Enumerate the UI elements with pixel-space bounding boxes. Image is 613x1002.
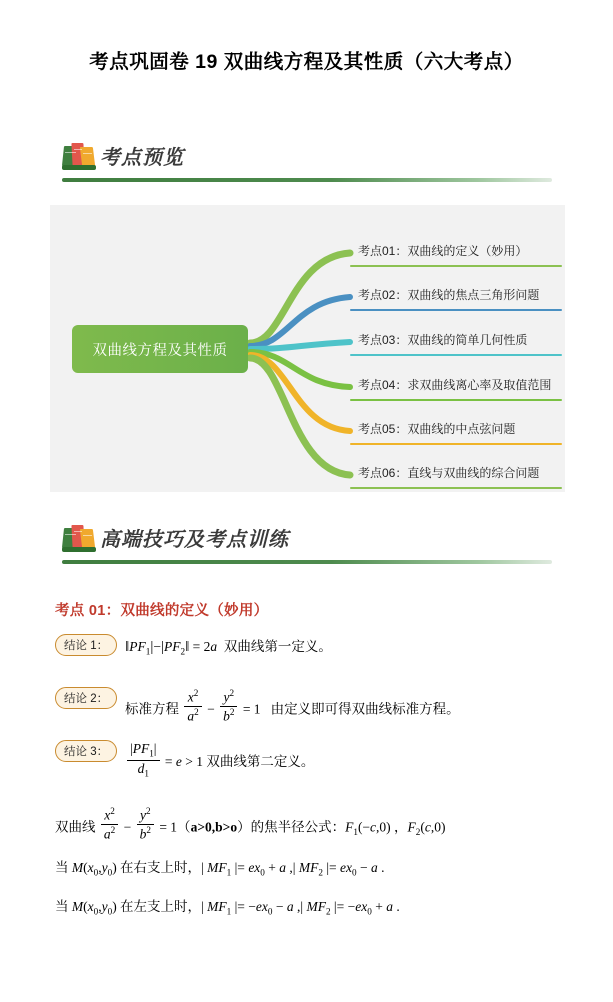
kaodian-title: 考点 01：双曲线的定义（妙用） bbox=[55, 603, 269, 619]
mindmap-branch-2 bbox=[350, 283, 562, 311]
section-header-overview bbox=[62, 140, 552, 182]
mindmap-branch-underline bbox=[350, 487, 562, 489]
mindmap-branch-5 bbox=[350, 417, 562, 445]
conclusion-badge: 结论 2： bbox=[55, 687, 117, 709]
mindmap-branch-label: 考点03：双曲线的简单几何性质 bbox=[358, 333, 528, 347]
page-title: 考点巩固卷 19 双曲线方程及其性质（六大考点） bbox=[89, 51, 524, 73]
mindmap-branch-label: 考点01：双曲线的定义（妙用） bbox=[358, 244, 528, 258]
mindmap-branch-label: 考点04：求双曲线离心率及取值范围 bbox=[358, 378, 552, 392]
mindmap-branch-underline bbox=[350, 309, 562, 311]
section-rule bbox=[62, 178, 552, 182]
books-icon bbox=[62, 522, 96, 552]
mindmap-branch-3 bbox=[350, 328, 562, 356]
conclusion-badge: 结论 3： bbox=[55, 740, 117, 762]
section-header-training bbox=[62, 522, 552, 564]
mindmap-branch-6 bbox=[350, 461, 562, 489]
mindmap-branch-underline bbox=[350, 265, 562, 267]
mindmap-branch-label: 考点05：双曲线的中点弦问题 bbox=[358, 422, 516, 436]
paragraph-2: 当 $M(x_0,y_0)$ 在右支上时，| $MF_1$ |= $ex_0 + a$ ,| $MF_2$ |= $ex_0 - a$ . bbox=[55, 860, 385, 878]
paragraph-3: 当 $M(x_0,y_0)$ 在左支上时，| $MF_1$ |= $-ex_0 - a$ ,| $MF_2$ |= $-ex_0 + a$ . bbox=[55, 899, 400, 917]
conclusion-badge: 结论 1： bbox=[55, 634, 117, 656]
mindmap-branch-label: 考点02：双曲线的焦点三角形问题 bbox=[358, 288, 540, 302]
conclusion-body: $‖PF_1|-|PF_2‖ = 2a$ 双曲线第一定义。 bbox=[125, 639, 332, 657]
mindmap-center-node: 双曲线方程及其性质 bbox=[72, 325, 248, 373]
mindmap-branch-1 bbox=[350, 239, 562, 267]
books-icon bbox=[62, 140, 96, 170]
paragraph-1: 双曲线 $\frac{x^2}{a^2}$ − $\frac{y^2}{b^2}$ = 1（a>0,b>o）的焦半径公式：$F_1(-c,0)$ ，$F_2(c,0)$ bbox=[55, 806, 446, 842]
conclusion-body: 标准方程 $\frac{x^2}{a^2}$ − $\frac{y^2}{b^2}$ = 1 由定义即可得双曲线标准方程。 bbox=[125, 688, 460, 724]
mindmap-branch-4 bbox=[350, 373, 562, 401]
mindmap-branch-underline bbox=[350, 399, 562, 401]
conclusion-body: $\frac{|PF_1|}{d_1}$ = e > 1 双曲线第二定义。 bbox=[125, 741, 314, 780]
section-heading-training: 高端技巧及考点训练 bbox=[100, 529, 289, 551]
section-heading-overview: 考点预览 bbox=[100, 147, 184, 169]
mindmap-branch-label: 考点06：直线与双曲线的综合问题 bbox=[358, 466, 540, 480]
section-rule bbox=[62, 560, 552, 564]
mindmap-branch-underline bbox=[350, 354, 562, 356]
mindmap-branch-underline bbox=[350, 443, 562, 445]
mindmap-panel bbox=[50, 205, 565, 492]
